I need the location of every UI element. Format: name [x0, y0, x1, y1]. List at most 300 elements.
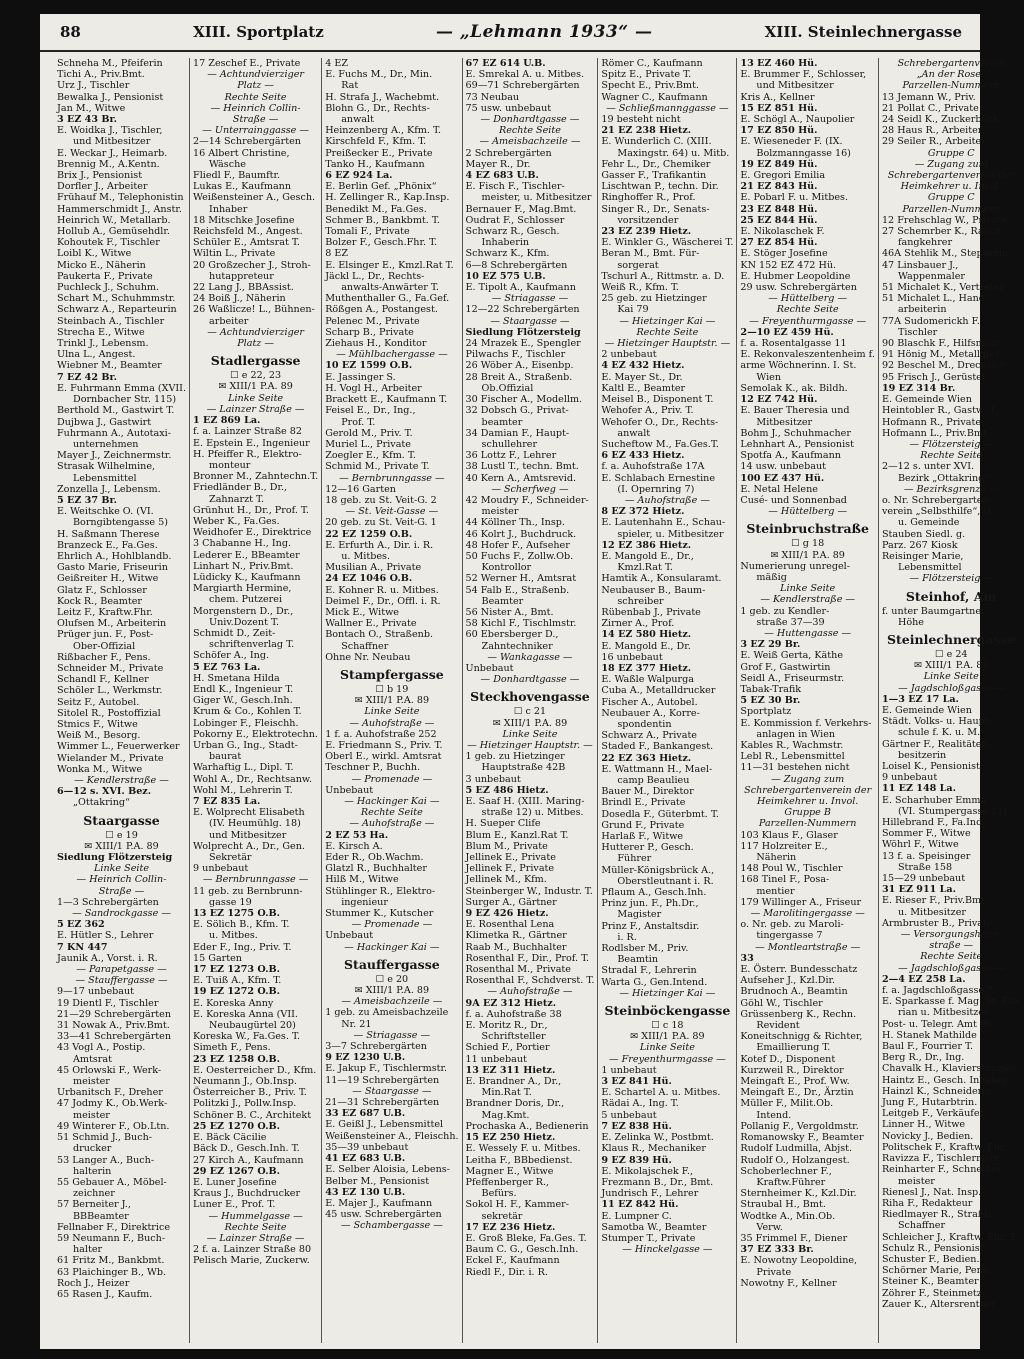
- directory-entry: 57 Berneiter J.,: [57, 1199, 131, 1211]
- directory-entry: Schmidt D., Zeit-: [193, 627, 276, 639]
- directory-entry: Steinberger W., Industr. T.: [465, 885, 593, 897]
- directory-entry: ☐ b 19: [375, 683, 409, 695]
- directory-entry: schriftenverlag T.: [209, 639, 295, 651]
- directory-entry: Brennig M., A.Kentn.: [57, 158, 160, 170]
- directory-entry: 20 geb. zu St. Veit-G. 1: [325, 517, 437, 529]
- directory-entry: Prinz F., Anstaltsdir.: [601, 920, 700, 932]
- directory-entry: Neubauer A., Korre-: [601, 707, 700, 719]
- directory-entry: 45 usw. Schrebergärten: [325, 1209, 442, 1221]
- directory-entry: Göhl W., Tischler: [740, 997, 823, 1009]
- directory-entry: Parzellen-Nummern: [758, 818, 857, 830]
- directory-entry: 12 EZ 386 Hietz.: [601, 539, 692, 551]
- directory-entry: — Auhofstraße —: [349, 818, 435, 830]
- directory-entry: Tischler: [897, 326, 938, 338]
- directory-entry: E. Selber Aloisia, Lebens-: [325, 1164, 450, 1176]
- directory-entry: Cusé- und Sonnenbad: [740, 494, 847, 506]
- directory-entry: — Schließmannggasse —: [606, 102, 729, 114]
- directory-entry: E. Geißl J., Lebensmittel: [325, 1119, 444, 1131]
- directory-entry: Bontach O., Straßenb.: [325, 629, 434, 641]
- directory-entry: E. Schartel A. u. Mitbes.: [601, 1087, 721, 1099]
- directory-entry: Morgenstern D., Dr.,: [193, 605, 294, 617]
- directory-entry: — Ameisbachzeile —: [479, 136, 581, 148]
- directory-entry: 5 EZ 37 Br.: [57, 494, 117, 506]
- directory-entry: Novicky J., Bedien.: [881, 1130, 974, 1142]
- directory-entry: E. Fisch F., Tischler-: [465, 181, 565, 193]
- directory-entry: Lebl R., Lebensmittel: [740, 751, 845, 763]
- directory-entry: Pflaum A., Gesch.Inh.: [601, 887, 707, 899]
- directory-entry: Private: [756, 1266, 792, 1278]
- directory-entry: — Donhardtgasse —: [480, 114, 580, 126]
- directory-entry: — Hietzinger Hauptstr. —: [467, 739, 593, 751]
- directory-entry: Revident: [756, 1020, 800, 1032]
- directory-entry: und Mitbesitzer: [756, 80, 834, 92]
- directory-entry: ☐ c 21: [513, 706, 547, 718]
- directory-column: [598, 58, 737, 1343]
- directory-entry: E. Mangold E., Dr.: [601, 640, 691, 652]
- directory-entry: Linhart N., Priv.Bmt.: [193, 560, 294, 572]
- directory-entry: 7 EZ 42 Br.: [57, 371, 117, 383]
- directory-entry: Stühlinger R., Elektro-: [325, 885, 436, 897]
- directory-entry: Hammerschmidt J., Anstr.: [57, 203, 182, 215]
- directory-entry: 9A EZ 312 Hietz.: [465, 997, 557, 1009]
- directory-column: [322, 58, 462, 1343]
- directory-entry: Rechte Seite: [224, 91, 287, 103]
- directory-entry: E. Scharhuber Emma: [881, 794, 987, 806]
- directory-entry: arme Wöchnerinn. I. St.: [740, 360, 857, 372]
- directory-entry: Weber K., Fa.Ges.: [193, 515, 280, 527]
- directory-entry: Koreska W., Fa.Ges. T.: [193, 1031, 300, 1043]
- directory-entry: Roch J., Heizer: [57, 1277, 130, 1289]
- directory-entry: 11—31 bestehen nicht: [740, 762, 850, 774]
- directory-entry: 56 Nister A., Bmt.: [465, 606, 554, 618]
- directory-entry: — Heinrich Collin-: [76, 874, 167, 886]
- directory-entry: Kables R., Wachmstr.: [740, 739, 844, 751]
- directory-entry: Zöhrer F., Steinmetz: [881, 1287, 982, 1299]
- directory-entry: E. Weitschke O. (VI.: [57, 506, 154, 518]
- directory-column: [879, 58, 1024, 1343]
- directory-entry: 51 Michalet K., Vertreter: [881, 282, 1004, 294]
- directory-entry: Städt. Volks- u. Haupt-: [881, 716, 992, 728]
- directory-entry: E. Kirsch A.: [325, 840, 383, 852]
- directory-entry: Riedlmayer R., Straßb.: [881, 1209, 994, 1221]
- directory-entry: Jellinek M., Kfm.: [465, 874, 547, 886]
- directory-entry: Kris A., Kellner: [740, 91, 815, 103]
- directory-entry: Schwarz A., Private: [601, 730, 697, 742]
- directory-entry: — Auhofstraße —: [487, 986, 573, 998]
- directory-entry: Dornbacher Str. 115): [73, 394, 177, 406]
- directory-entry: Urbanitsch F., Dreher: [57, 1087, 163, 1099]
- directory-entry: Lukas E., Kaufmann: [193, 181, 292, 193]
- directory-entry: 27 EZ 854 Hü.: [740, 237, 818, 249]
- directory-entry: Wöhrl F., Witwe: [881, 839, 959, 851]
- directory-entry: BBBeamter: [73, 1210, 129, 1222]
- directory-entry: 29 EZ 1267 O.B.: [193, 1165, 281, 1177]
- directory-entry: Gruppe B: [784, 807, 831, 819]
- directory-entry: E. Gemeinde Wien: [881, 394, 972, 406]
- directory-entry: Schrebergartenverein: [897, 58, 1006, 69]
- directory-entry: — Hietzinger Kai —: [619, 987, 716, 999]
- directory-entry: Weiß M., Besorg.: [57, 730, 141, 742]
- directory-entry: — Zugang zum: [771, 773, 845, 785]
- directory-entry: Lischtwan P., techn. Dir.: [601, 181, 719, 193]
- directory-entry: E. Sölich B., Kfm. T.: [193, 919, 290, 931]
- directory-entry: meister: [73, 1076, 110, 1088]
- directory-entry: Friedländer B., Dr.,: [193, 482, 288, 494]
- directory-entry: ✉ XIII/1 P.A. 89: [354, 695, 430, 707]
- directory-entry: 7 EZ 838 Hü.: [601, 1120, 672, 1132]
- directory-entry: 3—7 Schrebergärten: [325, 1041, 427, 1053]
- directory-entry: 73 Neubau: [465, 91, 520, 103]
- directory-entry: 13 EZ 460 Hü.: [740, 58, 818, 69]
- directory-entry: Stummer K., Kutscher: [325, 908, 434, 920]
- directory-entry: o. Nr. Schrebergarten-: [881, 494, 992, 506]
- directory-entry: Wonka M., Witwe: [57, 763, 143, 775]
- directory-entry: Oberl E., wirkl. Amtsrat: [325, 751, 442, 763]
- directory-entry: Strasak Wilhelmine,: [57, 461, 156, 473]
- directory-entry: Schrebergartenverein der: [744, 784, 872, 796]
- directory-entry: Sternheimer K., Kzl.Dir.: [740, 1188, 857, 1200]
- directory-entry: 15 Garten: [193, 952, 242, 964]
- directory-entry: 2—14 Schrebergärten: [193, 136, 301, 148]
- directory-entry: — Versorgungsheim-: [900, 929, 1002, 941]
- directory-entry: Semolak K., ak. Bildh.: [740, 382, 848, 394]
- directory-entry: 16 Albert Christine,: [193, 147, 290, 159]
- directory-entry: — Heinrich Collin-: [210, 102, 301, 114]
- directory-entry: Berg R., Dr., Ing.: [881, 1052, 965, 1064]
- directory-entry: Mayer R., Dr.: [465, 158, 531, 170]
- directory-entry: Schörner Marie, Pens.: [881, 1265, 991, 1277]
- directory-entry: 23 EZ 1258 O.B.: [193, 1053, 281, 1065]
- directory-entry: Simeth F., Pens.: [193, 1042, 271, 1054]
- directory-entry: 54 Falb E., Straßenb.: [465, 584, 570, 596]
- directory-entry: Inhaber: [209, 203, 248, 215]
- directory-entry: — Staargasse —: [352, 1085, 432, 1097]
- directory-entry: 10 EZ 575 U.B.: [465, 270, 546, 282]
- directory-entry: Rechte Seite: [636, 326, 699, 338]
- directory-entry: (IV. Heumühlg. 18): [209, 818, 301, 830]
- directory-entry: vorsitzender: [617, 214, 679, 226]
- directory-entry: 67 EZ 614 U.B.: [465, 58, 546, 69]
- directory-entry: 33—41 Schrebergärten: [57, 1031, 172, 1043]
- directory-entry: 27 Kirch A., Kaufmann: [193, 1154, 304, 1166]
- directory-entry: 100 EZ 437 Hü.: [740, 472, 825, 484]
- directory-entry: Müller F., Milit.Ob.: [740, 1098, 834, 1110]
- directory-entry: Sportplatz: [740, 706, 792, 718]
- directory-entry: H. Saßmann Therese: [57, 528, 160, 540]
- directory-entry: — Flötzersteig —: [909, 438, 994, 450]
- directory-entry: 41 EZ 683 U.B.: [325, 1153, 406, 1165]
- directory-entry: Olufsen M., Arbeiterin: [57, 618, 167, 630]
- directory-entry: Wehofer O., Dr., Rechts-: [601, 416, 719, 428]
- directory-entry: 33 EZ 687 U.B.: [325, 1108, 406, 1120]
- directory-entry: Fuhrmann A., Autotaxi-: [57, 427, 171, 439]
- directory-entry: Prinz jun. F., Ph.Dr.,: [601, 898, 699, 910]
- directory-entry: Stradal F., Lehrerin: [601, 965, 697, 977]
- directory-entry: Linke Seite: [780, 583, 836, 595]
- directory-entry: Kaltl E., Beamter: [601, 382, 686, 394]
- street-heading: Stadlergasse: [210, 353, 301, 369]
- directory-entry: Mayer J., Zeichnermstr.: [57, 450, 172, 462]
- directory-entry: Beamtin: [617, 954, 659, 966]
- directory-entry: 5 EZ 30 Br.: [740, 695, 801, 707]
- directory-entry: Berthold M., Gastwirt T.: [57, 405, 175, 417]
- directory-entry: E. Moritz R., Dr.,: [465, 1020, 548, 1032]
- directory-entry: Fehr L., Dr., Chemiker: [601, 158, 711, 170]
- directory-entry: E. Hütler S., Lehrer: [57, 930, 154, 942]
- directory-entry: — Lainzer Straße —: [206, 1232, 305, 1244]
- directory-entry: 44 Köllner Th., Insp.: [465, 517, 565, 529]
- directory-entry: Dosedla F., Güterbmt. T.: [601, 808, 719, 820]
- directory-entry: Rechte Seite: [499, 125, 561, 137]
- directory-entry: Befürs.: [481, 1188, 517, 1200]
- directory-entry: anlagen in Wien: [756, 728, 836, 740]
- directory-entry: 6 EZ 924 La.: [325, 170, 393, 182]
- directory-entry: Grüssenberg K., Rechn.: [740, 1008, 857, 1020]
- page-number: 88: [60, 23, 81, 41]
- directory-entry: Frühauf M., Telephonistin: [57, 192, 184, 204]
- directory-entry: Teschner P., Buchh.: [325, 762, 421, 774]
- directory-entry: „An der Rose“: [916, 69, 986, 81]
- directory-entry: Spotfa A., Kaufmann: [740, 450, 841, 462]
- directory-entry: meister: [73, 1109, 110, 1121]
- directory-entry: E. Mayer St., Dr.: [601, 371, 683, 383]
- directory-entry: E. Berlin Gef. „Phönix“: [325, 181, 437, 193]
- directory-entry: Paukerta F., Private: [57, 270, 153, 282]
- directory-entry: 29 usw. Schrebergärten: [740, 282, 857, 294]
- directory-entry: Brix J., Pensionist: [57, 170, 143, 182]
- directory-entry: Weidhofer E., Direktrice: [193, 527, 312, 539]
- directory-entry: Müller-Königsbrück A.,: [601, 864, 715, 876]
- directory-entry: E. Winkler G., Wäscherei T.: [601, 237, 734, 249]
- directory-entry: ☐ e 24: [934, 648, 968, 660]
- directory-entry: gasse 19: [209, 896, 252, 908]
- directory-entry: 23 EZ 848 Hü.: [740, 203, 818, 215]
- directory-entry: Benedikt M., Fa.Ges.: [325, 203, 427, 215]
- directory-entry: Beran M., Bmt. Für-: [601, 248, 700, 260]
- directory-entry: 32 Dobsch G., Privat-: [465, 405, 569, 417]
- directory-entry: Rößgen A., Postangest.: [325, 304, 438, 316]
- directory-entry: E. Epstein E., Ingenieur: [193, 437, 310, 449]
- directory-entry: Wäsche: [209, 158, 246, 170]
- directory-entry: Schmid M., Private T.: [325, 461, 430, 473]
- directory-entry: — Schambergasse —: [340, 1220, 443, 1232]
- directory-entry: ☐ c 18: [651, 1020, 684, 1032]
- directory-entry: 35—39 unbebaut: [325, 1141, 409, 1153]
- directory-entry: Branzeck E., Fa.Ges.: [57, 539, 158, 551]
- directory-entry: meister: [481, 506, 519, 518]
- directory-entry: Zahntechniker: [481, 640, 553, 652]
- directory-entry: E. Brummer F., Schlosser,: [740, 69, 867, 81]
- directory-entry: — Hietzinger Kai —: [619, 315, 716, 327]
- directory-entry: E. Schlabach Ernestine: [601, 472, 716, 484]
- directory-entry: Rienesl J., Nat. Insp.: [881, 1186, 982, 1198]
- directory-entry: Unbebaut: [325, 784, 374, 796]
- directory-entry: 9 EZ 839 Hü.: [601, 1154, 672, 1166]
- directory-entry: Ober-Offizial: [73, 640, 136, 652]
- directory-entry: Unbebaut: [325, 930, 374, 942]
- directory-entry: Wien: [756, 371, 782, 383]
- directory-entry: E. Jassinger S.: [325, 371, 396, 383]
- directory-entry: E. Woidka J., Tischler,: [57, 125, 163, 137]
- directory-entry: u. Mitbesitzer: [897, 906, 966, 918]
- directory-entry: Prof. T.: [341, 416, 376, 428]
- directory-entry: Kock R., Beamter: [57, 595, 142, 607]
- directory-entry: Warta G., Gen.Intend.: [601, 976, 708, 988]
- directory-entry: Stauben Siedl. g.: [881, 528, 966, 540]
- directory-entry: Bezirk „Ottakring“: [897, 472, 990, 484]
- directory-entry: H. Strafa J., Wachebmt.: [325, 91, 440, 103]
- directory-entry: Ehrlich A., Hohlblandb.: [57, 550, 172, 562]
- directory-entry: Kraus J., Buchdrucker: [193, 1188, 301, 1200]
- directory-entry: — Freyenthurmgasse —: [749, 315, 867, 327]
- directory-entry: 51 Michalet L., Hand-: [881, 293, 989, 305]
- directory-entry: Luner E., Prof. T.: [193, 1199, 276, 1211]
- directory-entry: Kraftw.Führer: [756, 1176, 826, 1188]
- directory-entry: E. Kommission f. Verkehrs-: [740, 717, 872, 729]
- directory-entry: Tabak-Trafik: [740, 683, 802, 695]
- directory-entry: f. a. Auhofstraße 38: [465, 1008, 562, 1020]
- directory-entry: E. Wessely F. u. Mitbes.: [465, 1143, 581, 1155]
- directory-entry: Römer C., Kaufmann: [601, 58, 703, 69]
- directory-entry: Tanko H., Kaufmann: [325, 158, 425, 170]
- directory-entry: schreiber: [617, 595, 664, 607]
- directory-entry: spondentin: [617, 718, 672, 730]
- directory-entry: ✉ XIII/1 P.A. 89: [492, 717, 568, 729]
- directory-entry: Sokol H. F., Kammer-: [465, 1199, 569, 1211]
- directory-entry: straße 37—39: [756, 616, 825, 628]
- directory-entry: Schöner B. C., Architekt: [193, 1109, 312, 1121]
- directory-entry: Blohn G., Dr., Rechts-: [325, 102, 430, 114]
- header-right-title: XIII. Steinlechnergasse: [764, 23, 962, 41]
- directory-entry: rian u. Mitbesitzer: [897, 1007, 989, 1019]
- directory-entry: Jäckl L., Dr., Rechts-: [325, 270, 425, 282]
- directory-entry: E. Fuchs M., Dr., Min.: [325, 69, 433, 81]
- directory-entry: verein „Selbsthilfe“, (s.: [881, 506, 996, 518]
- directory-entry: 15—29 unbebaut: [881, 873, 966, 885]
- directory-entry: Schleicher J., Kraftw. Fhr. T.: [881, 1231, 1018, 1243]
- directory-entry: 2 EZ 53 Ha.: [325, 829, 389, 841]
- directory-entry: Höhe: [897, 616, 924, 628]
- directory-entry: Gasser F., Trafikantin: [601, 170, 707, 182]
- directory-entry: Dorfler J., Arbeiter: [57, 181, 148, 193]
- directory-entry: E. Gregori Emilia: [740, 170, 826, 182]
- directory-entry: E. Erfurth A., Dir. i. R.: [325, 539, 434, 551]
- directory-entry: Wimmer L., Feuerwerker: [57, 741, 180, 753]
- directory-entry: — Wankagasse —: [487, 651, 573, 663]
- directory-entry: fangkehrer: [897, 237, 953, 249]
- directory-entry: 22 EZ 363 Hietz.: [601, 752, 692, 764]
- directory-entry: Hamtik A., Konsularamt.: [601, 573, 722, 585]
- directory-entry: Reinharter F., Schneider-: [881, 1164, 1005, 1176]
- directory-entry: Jaunik A., Vorst. i. R.: [57, 952, 158, 964]
- directory-entry: Hillebrand F., Fa.Ind.: [881, 817, 986, 828]
- directory-entry: — Auhofstraße —: [349, 717, 435, 729]
- directory-entry: Ohne Nr. Neubau: [325, 651, 411, 663]
- directory-entry: ✉ XIII/1 P.A. 89: [84, 840, 159, 852]
- directory-entry: E. Sparkasse f. Mag. St. Flo-: [881, 996, 1021, 1008]
- street-heading: Steinhof, Am: [905, 588, 997, 604]
- directory-entry: — Jagdschloßgasse —: [898, 962, 1005, 974]
- directory-entry: 9—17 unbebaut: [57, 986, 135, 998]
- directory-entry: 18 Mitschke Josefine: [193, 214, 295, 226]
- directory-entry: 20 Großzecher J., Stroh-: [193, 259, 311, 271]
- directory-entry: Weiß R., Kfm. T.: [601, 282, 679, 294]
- directory-entry: Urban G., Ing., Stadt-: [193, 739, 298, 751]
- directory-entry: 48 Hofer F., Aufseher: [465, 539, 570, 551]
- directory-entry: — Bezirksgrenze —: [903, 483, 999, 495]
- directory-entry: 47 Linsbauer J.,: [881, 259, 959, 271]
- directory-entry: drucker: [73, 1143, 112, 1155]
- directory-entry: — Huttengasse —: [764, 627, 852, 639]
- directory-entry: E. Koreska Anna (VII.: [193, 1008, 298, 1020]
- directory-entry: 2—10 EZ 459 Hü.: [740, 326, 834, 338]
- directory-entry: Jellinek F., Private: [465, 863, 555, 875]
- directory-entry: E. Weckar J., Heimarb.: [57, 147, 168, 159]
- directory-entry: E. Mangold E., Dr.,: [601, 550, 694, 562]
- directory-entry: 24 Mrazek E., Spengler: [465, 338, 581, 350]
- directory-entry: Surger A., Gärtner: [465, 896, 557, 908]
- directory-entry: 17 EZ 850 Hü.: [740, 125, 818, 137]
- directory-entry: 17 EZ 1273 O.B.: [193, 964, 281, 976]
- directory-entry: E. Hubmer Leopoldine: [740, 270, 851, 282]
- directory-entry: 1—3 EZ 17 La.: [881, 693, 959, 705]
- directory-entry: Staded F., Bankangest.: [601, 741, 714, 753]
- directory-entry: — Auhofstraße —: [624, 494, 710, 506]
- directory-entry: — Hackinger Kai —: [344, 941, 440, 953]
- directory-entry: 14 EZ 580 Hietz.: [601, 629, 692, 641]
- directory-entry: Rodlsber M., Priv.: [601, 943, 689, 955]
- directory-entry: 11 EZ 148 La.: [881, 783, 956, 795]
- directory-entry: Näherin: [756, 852, 797, 864]
- directory-entry: 11 unbebaut: [465, 1053, 527, 1065]
- directory-entry: 4 EZ 683 U.B.: [465, 170, 539, 182]
- directory-entry: 30 Fischer A., Modellm.: [465, 394, 583, 406]
- directory-entry: 1 f. a. Auhofstraße 252: [325, 728, 437, 740]
- directory-entry: Singer R., Dr., Senats-: [601, 203, 710, 215]
- directory-entry: mäßig: [756, 571, 787, 583]
- directory-entry: Bohm J., Schuhmacher: [740, 427, 851, 439]
- directory-entry: 60 Ebersberger D.,: [465, 629, 559, 641]
- directory-entry: Wohl A., Dr., Rechtsanw.: [193, 773, 313, 785]
- directory-entry: Blum E., Kanzl.Rat T.: [465, 829, 569, 841]
- directory-entry: — Freyenthurmgasse —: [609, 1053, 726, 1065]
- directory-entry: Prochaska A., Bedienerin: [465, 1120, 589, 1132]
- directory-entry: Wehofer A., Priv. T.: [601, 405, 694, 417]
- directory-entry: ✉ XIII/1 P.A. 89: [218, 381, 293, 393]
- directory-entry: 21—29 Schrebergärten: [57, 1008, 172, 1020]
- directory-entry: 28 Breit A., Straßenb.: [465, 371, 573, 383]
- directory-entry: E. Saaf H. (XIII. Maring-: [465, 796, 585, 807]
- directory-entry: 6—12 s. XVI. Bez.: [57, 786, 152, 798]
- directory-entry: Hofmann R., Private: [881, 416, 982, 428]
- directory-entry: Ob.Offizial: [481, 382, 534, 394]
- directory-entry: 17 EZ 236 Hietz.: [465, 1221, 556, 1233]
- directory-entry: 1 geb. zu Kendler-: [740, 605, 830, 617]
- directory-entry: — Stauffergasse —: [75, 975, 168, 987]
- directory-entry: Straße 158: [897, 861, 953, 873]
- directory-entry: Borngibtengasse 5): [73, 517, 168, 529]
- directory-entry: Meisel B., Disponent T.: [601, 394, 714, 406]
- directory-entry: baurat: [209, 751, 242, 763]
- directory-entry: 22 Lang J., BBAssist.: [193, 282, 294, 294]
- directory-entry: 18 EZ 377 Hietz.: [601, 662, 692, 674]
- directory-entry: 13 f. a. Speisinger: [881, 850, 971, 862]
- directory-entry: Lebensmittel: [897, 562, 962, 574]
- directory-entry: 11 EZ 842 Hü.: [601, 1199, 679, 1211]
- directory-entry: 13 EZ 311 Hietz.: [465, 1064, 556, 1076]
- directory-entry: f. a. Auhofstraße 17A: [601, 461, 705, 473]
- directory-entry: ingenieur: [341, 896, 388, 908]
